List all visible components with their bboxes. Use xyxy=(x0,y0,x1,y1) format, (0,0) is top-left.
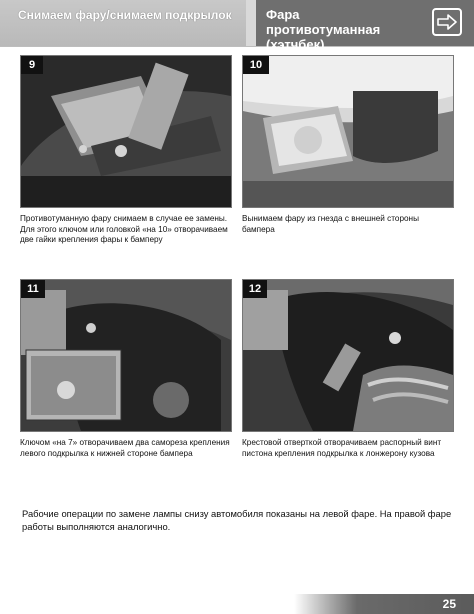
page-header xyxy=(0,0,474,52)
section-title-bar xyxy=(0,0,246,46)
page-number: 25 xyxy=(442,597,456,611)
caption-step-12: Крестовой отверткой отворачиваем распорный винт пистона крепления подкрылка к лонжерону кузова xyxy=(242,438,442,458)
caption-step-11: Ключом «на 7» отворачиваем два самореза крепления левого подкрылка к нижней стороне бампера xyxy=(20,438,230,458)
photo-step-10 xyxy=(242,55,454,208)
photo-step-9 xyxy=(20,55,232,208)
photo-11-image xyxy=(21,280,231,431)
subsection-title: Фара противотуманная (хэтчбек) xyxy=(266,7,381,52)
photo-step-11 xyxy=(20,279,232,432)
page-footer xyxy=(294,594,474,614)
step-number-badge: 12 xyxy=(243,280,267,298)
instruction-paragraph: Рабочие операции по замене лампы снизу автомобиля показаны на левой фаре. На правой фаре работы выполняются аналогично. xyxy=(22,508,452,532)
arrow-right-icon xyxy=(432,8,462,36)
photo-10-image xyxy=(243,56,453,207)
step-number-badge: 9 xyxy=(21,56,43,74)
subsection-title-bar xyxy=(256,0,474,52)
section-title: Снимаем фару/снимаем подкрылок xyxy=(18,8,232,22)
photo-12-image xyxy=(243,280,453,431)
caption-step-10: Вынимаем фару из гнезда с внешней стороны бампера xyxy=(242,214,419,234)
photo-step-12 xyxy=(242,279,454,432)
step-number-badge: 11 xyxy=(21,280,45,298)
photo-9-image xyxy=(21,56,231,207)
step-number-badge: 10 xyxy=(243,56,269,74)
caption-step-9: Противотуманную фару снимаем в случае ее замены. Для этого ключом или головкой «на 10» отворачиваем две гайки крепления фары к бамперу xyxy=(20,214,228,244)
